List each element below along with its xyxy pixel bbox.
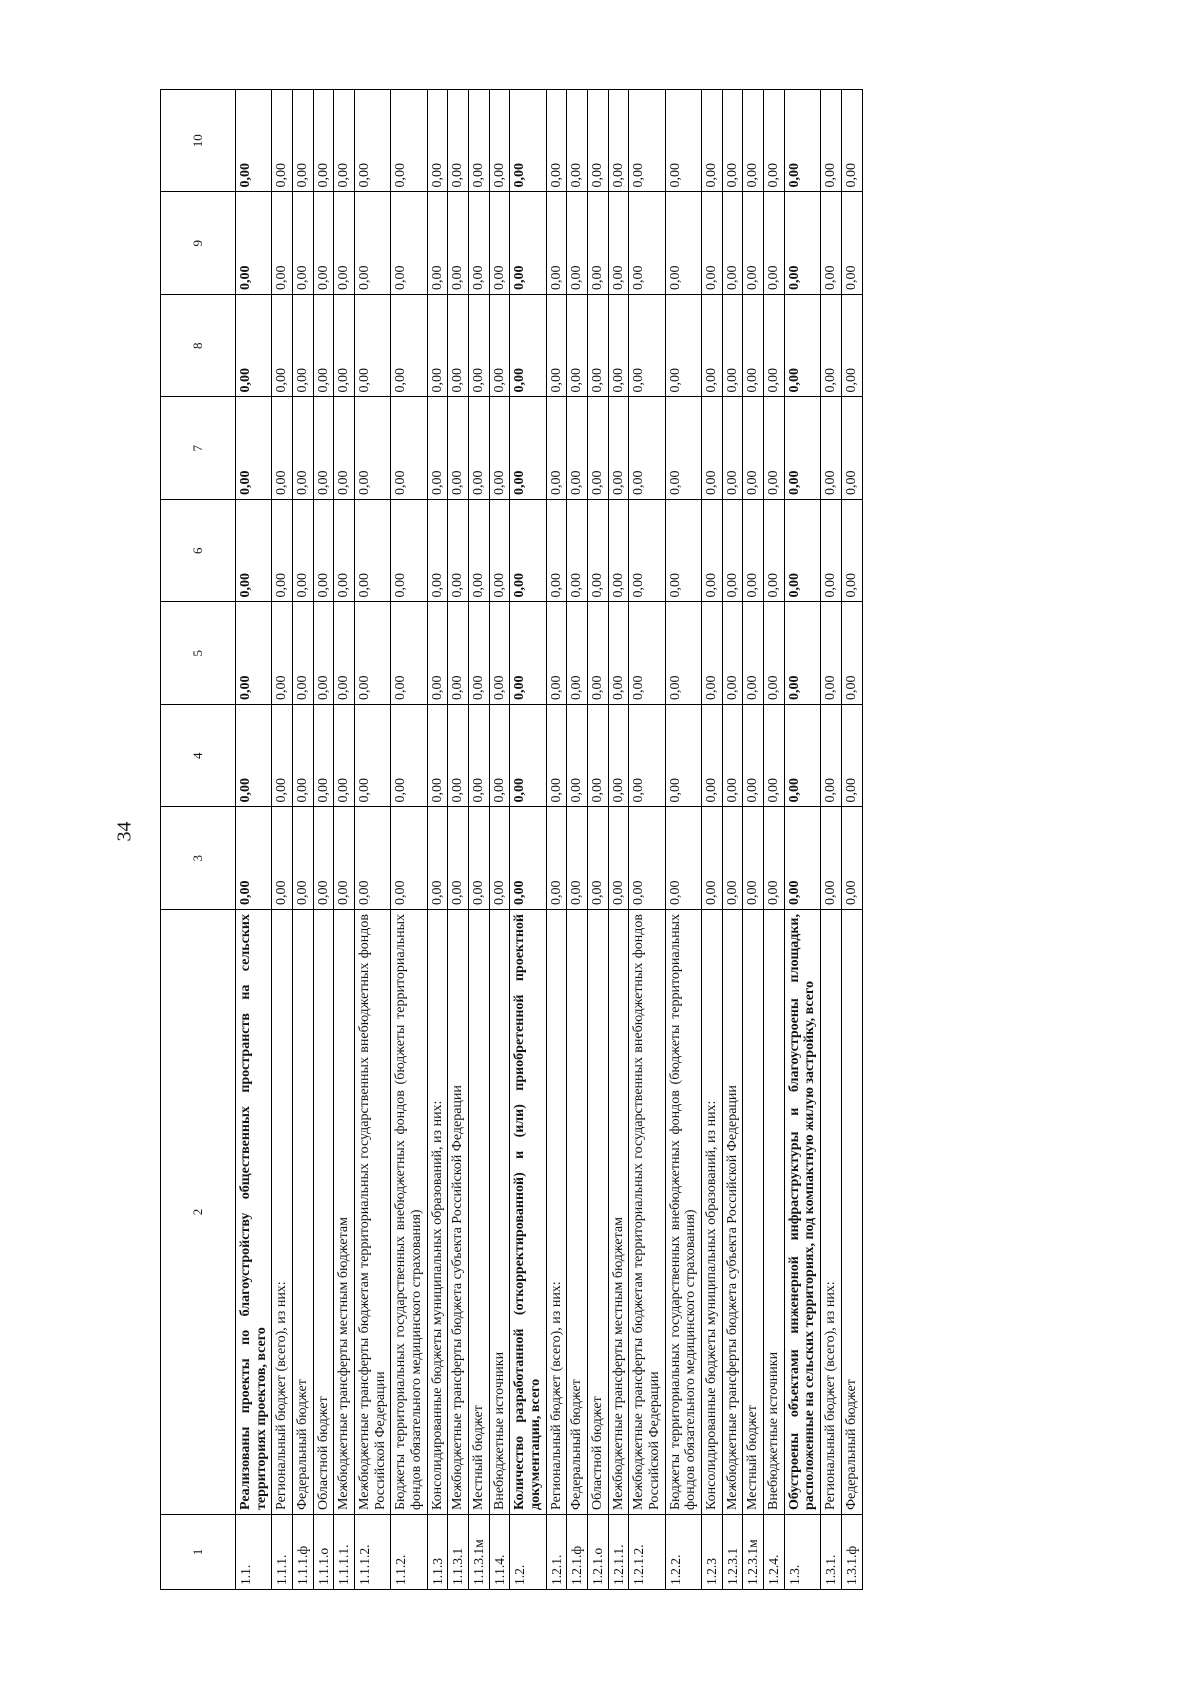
row-value: 0,00 (764, 192, 785, 295)
row-value: 0,00 (608, 705, 629, 808)
row-value: 0,00 (313, 602, 334, 705)
row-value: 0,00 (588, 397, 609, 500)
row-value: 0,00 (784, 705, 820, 808)
row-value: 0,00 (313, 192, 334, 295)
row-value: 0,00 (764, 807, 785, 910)
row-description: Местный бюджет (469, 910, 490, 1515)
row-value: 0,00 (702, 90, 723, 193)
row-value: 0,00 (629, 500, 665, 603)
row-value: 0,00 (764, 90, 785, 193)
row-value: 0,00 (313, 90, 334, 193)
row-value: 0,00 (469, 192, 490, 295)
row-value: 0,00 (821, 500, 842, 603)
row-value: 0,00 (588, 192, 609, 295)
row-value: 0,00 (629, 192, 665, 295)
row-value: 0,00 (821, 90, 842, 193)
table-row (272, 90, 293, 1590)
row-value: 0,00 (448, 295, 469, 398)
row-code: 1.2.1.о (588, 1515, 609, 1590)
row-value: 0,00 (355, 807, 391, 910)
row-value: 0,00 (665, 397, 701, 500)
row-value: 0,00 (722, 192, 743, 295)
row-code: 1.2.1.2. (629, 1515, 665, 1590)
table-row (391, 90, 427, 1590)
row-value: 0,00 (272, 807, 293, 910)
column-header: 10 (161, 90, 236, 193)
row-value: 0,00 (469, 90, 490, 193)
row-code: 1.3.1.ф (841, 1515, 862, 1590)
row-description: Межбюджетные трансферты бюджета субъекта Российской Федерации (448, 910, 469, 1515)
row-value: 0,00 (293, 705, 314, 808)
row-value: 0,00 (272, 500, 293, 603)
row-value: 0,00 (236, 500, 272, 603)
row-value: 0,00 (546, 705, 567, 808)
row-value: 0,00 (334, 397, 355, 500)
row-value: 0,00 (293, 602, 314, 705)
row-value: 0,00 (469, 295, 490, 398)
row-description: Областной бюджет (313, 910, 334, 1515)
row-value: 0,00 (489, 705, 510, 808)
row-value: 0,00 (448, 602, 469, 705)
row-description: Местный бюджет (743, 910, 764, 1515)
row-value: 0,00 (567, 602, 588, 705)
row-value: 0,00 (821, 295, 842, 398)
row-value: 0,00 (448, 500, 469, 603)
table-row (293, 90, 314, 1590)
row-value: 0,00 (764, 602, 785, 705)
row-code: 1.1.1.1. (334, 1515, 355, 1590)
row-description: Бюджеты территориальных государственных внебюджетных фондов (бюджеты территориальных фондов обязательного медицинского страхования) (391, 910, 427, 1515)
row-description: Реализованы проекты по благоустройству общественных пространств на сельских территориях проектов, всего (236, 910, 272, 1515)
row-value: 0,00 (510, 500, 546, 603)
row-value: 0,00 (355, 500, 391, 603)
row-value: 0,00 (722, 90, 743, 193)
row-description: Федеральный бюджет (841, 910, 862, 1515)
row-value: 0,00 (313, 295, 334, 398)
row-value: 0,00 (841, 192, 862, 295)
row-value: 0,00 (608, 192, 629, 295)
row-value: 0,00 (722, 397, 743, 500)
row-value: 0,00 (702, 397, 723, 500)
row-value: 0,00 (764, 397, 785, 500)
row-code: 1.1.1.2. (355, 1515, 391, 1590)
column-header: 9 (161, 192, 236, 295)
row-value: 0,00 (391, 90, 427, 193)
row-value: 0,00 (355, 397, 391, 500)
row-value: 0,00 (469, 807, 490, 910)
row-value: 0,00 (313, 397, 334, 500)
table-row (821, 90, 842, 1590)
row-value: 0,00 (293, 90, 314, 193)
row-value: 0,00 (391, 397, 427, 500)
table-row (841, 90, 862, 1590)
row-value: 0,00 (236, 807, 272, 910)
row-code: 1.1.3.1м (469, 1515, 490, 1590)
row-value: 0,00 (510, 705, 546, 808)
row-description: Внебюджетные источники (489, 910, 510, 1515)
row-code: 1.2.2. (665, 1515, 701, 1590)
row-code: 1.2.1. (546, 1515, 567, 1590)
row-value: 0,00 (355, 192, 391, 295)
row-value: 0,00 (313, 500, 334, 603)
row-value: 0,00 (427, 500, 448, 603)
row-description: Региональный бюджет (всего), из них: (821, 910, 842, 1515)
row-value: 0,00 (821, 807, 842, 910)
row-code: 1.2.3.1 (722, 1515, 743, 1590)
row-value: 0,00 (236, 602, 272, 705)
row-value: 0,00 (469, 500, 490, 603)
row-value: 0,00 (546, 192, 567, 295)
row-description: Межбюджетные трансферты местным бюджетам (334, 910, 355, 1515)
row-value: 0,00 (469, 705, 490, 808)
row-value: 0,00 (355, 295, 391, 398)
row-description: Региональный бюджет (всего), из них: (546, 910, 567, 1515)
row-value: 0,00 (608, 90, 629, 193)
row-description: Федеральный бюджет (567, 910, 588, 1515)
row-code: 1.1.1.о (313, 1515, 334, 1590)
table-row (608, 90, 629, 1590)
row-value: 0,00 (841, 500, 862, 603)
row-value: 0,00 (546, 90, 567, 193)
row-value: 0,00 (355, 90, 391, 193)
row-code: 1.2.3.1м (743, 1515, 764, 1590)
row-value: 0,00 (510, 397, 546, 500)
row-value: 0,00 (784, 807, 820, 910)
row-value: 0,00 (567, 705, 588, 808)
row-value: 0,00 (546, 500, 567, 603)
row-value: 0,00 (629, 705, 665, 808)
row-description: Межбюджетные трансферты местным бюджетам (608, 910, 629, 1515)
row-value: 0,00 (784, 500, 820, 603)
row-value: 0,00 (293, 807, 314, 910)
row-value: 0,00 (427, 192, 448, 295)
row-value: 0,00 (784, 602, 820, 705)
row-value: 0,00 (293, 192, 314, 295)
row-value: 0,00 (236, 192, 272, 295)
row-value: 0,00 (334, 295, 355, 398)
table-row (510, 90, 546, 1590)
row-value: 0,00 (784, 192, 820, 295)
column-header: 4 (161, 705, 236, 808)
row-value: 0,00 (510, 807, 546, 910)
row-description: Консолидированные бюджеты муниципальных образований, из них: (427, 910, 448, 1515)
row-value: 0,00 (313, 705, 334, 808)
row-value: 0,00 (272, 192, 293, 295)
row-value: 0,00 (743, 602, 764, 705)
row-value: 0,00 (841, 602, 862, 705)
row-value: 0,00 (821, 397, 842, 500)
row-value: 0,00 (608, 500, 629, 603)
row-value: 0,00 (702, 295, 723, 398)
rotated-table-container (160, 90, 1080, 1590)
row-value: 0,00 (448, 807, 469, 910)
row-value: 0,00 (334, 192, 355, 295)
row-value: 0,00 (629, 807, 665, 910)
row-value: 0,00 (236, 397, 272, 500)
row-value: 0,00 (510, 295, 546, 398)
row-description: Межбюджетные трансферты бюджета субъекта Российской Федерации (722, 910, 743, 1515)
row-value: 0,00 (567, 397, 588, 500)
row-value: 0,00 (821, 192, 842, 295)
column-header: 5 (161, 602, 236, 705)
table-row (784, 90, 820, 1590)
row-value: 0,00 (272, 295, 293, 398)
row-description: Обустроены объектами инженерной инфраструктуры и благоустроены площадки, расположенные на сельских территориях, под компактную жилую застройку, всего (784, 910, 820, 1515)
row-value: 0,00 (665, 500, 701, 603)
row-value: 0,00 (448, 192, 469, 295)
row-value: 0,00 (355, 602, 391, 705)
row-value: 0,00 (588, 90, 609, 193)
table-row (355, 90, 391, 1590)
row-description: Бюджеты территориальных государственных внебюджетных фондов (бюджеты территориальных фондов обязательного медицинского страхования) (665, 910, 701, 1515)
row-description: Межбюджетные трансферты бюджетам территориальных государственных внебюджетных фондов Российской Федерации (629, 910, 665, 1515)
column-header: 6 (161, 500, 236, 603)
table-row (567, 90, 588, 1590)
row-value: 0,00 (546, 602, 567, 705)
row-value: 0,00 (743, 397, 764, 500)
row-value: 0,00 (391, 192, 427, 295)
row-value: 0,00 (427, 602, 448, 705)
row-value: 0,00 (841, 397, 862, 500)
row-value: 0,00 (489, 602, 510, 705)
row-value: 0,00 (702, 602, 723, 705)
row-value: 0,00 (629, 295, 665, 398)
table-row (427, 90, 448, 1590)
row-value: 0,00 (448, 705, 469, 808)
row-value: 0,00 (427, 90, 448, 193)
row-value: 0,00 (722, 295, 743, 398)
row-description: Областной бюджет (588, 910, 609, 1515)
row-code: 1.2. (510, 1515, 546, 1590)
row-value: 0,00 (567, 807, 588, 910)
row-value: 0,00 (665, 705, 701, 808)
row-value: 0,00 (293, 397, 314, 500)
table-row (469, 90, 490, 1590)
row-value: 0,00 (608, 602, 629, 705)
row-code: 1.1.1. (272, 1515, 293, 1590)
row-value: 0,00 (427, 807, 448, 910)
row-value: 0,00 (784, 397, 820, 500)
row-value: 0,00 (427, 705, 448, 808)
table-row (722, 90, 743, 1590)
row-value: 0,00 (427, 295, 448, 398)
row-value: 0,00 (743, 90, 764, 193)
row-value: 0,00 (588, 602, 609, 705)
row-value: 0,00 (391, 295, 427, 398)
row-value: 0,00 (272, 397, 293, 500)
row-value: 0,00 (489, 295, 510, 398)
row-value: 0,00 (665, 807, 701, 910)
row-value: 0,00 (427, 397, 448, 500)
row-value: 0,00 (272, 705, 293, 808)
row-value: 0,00 (665, 295, 701, 398)
row-value: 0,00 (743, 295, 764, 398)
row-description: Консолидированные бюджеты муниципальных образований, из них: (702, 910, 723, 1515)
table-row (489, 90, 510, 1590)
row-value: 0,00 (629, 602, 665, 705)
row-value: 0,00 (334, 90, 355, 193)
row-value: 0,00 (448, 397, 469, 500)
row-description: Межбюджетные трансферты бюджетам территориальных государственных внебюджетных фондов Российской Федерации (355, 910, 391, 1515)
row-description: Региональный бюджет (всего), из них: (272, 910, 293, 1515)
row-value: 0,00 (510, 192, 546, 295)
row-code: 1.2.4. (764, 1515, 785, 1590)
row-value: 0,00 (236, 705, 272, 808)
row-value: 0,00 (629, 397, 665, 500)
row-code: 1.3.1. (821, 1515, 842, 1590)
row-code: 1.1.3 (427, 1515, 448, 1590)
row-value: 0,00 (567, 192, 588, 295)
row-code: 1.2.1.1. (608, 1515, 629, 1590)
budget-table (160, 89, 863, 1590)
row-value: 0,00 (821, 602, 842, 705)
row-value: 0,00 (702, 807, 723, 910)
column-number-row (161, 90, 236, 1590)
column-header: 8 (161, 295, 236, 398)
table-row (546, 90, 567, 1590)
table-row (629, 90, 665, 1590)
column-header: 1 (161, 1515, 236, 1590)
table-row (588, 90, 609, 1590)
row-value: 0,00 (334, 807, 355, 910)
row-code: 1.1.4. (489, 1515, 510, 1590)
row-value: 0,00 (784, 295, 820, 398)
table-body (236, 90, 863, 1590)
row-value: 0,00 (665, 602, 701, 705)
row-value: 0,00 (391, 500, 427, 603)
row-value: 0,00 (743, 192, 764, 295)
row-value: 0,00 (702, 192, 723, 295)
row-value: 0,00 (567, 500, 588, 603)
row-value: 0,00 (608, 397, 629, 500)
row-value: 0,00 (469, 397, 490, 500)
row-value: 0,00 (355, 705, 391, 808)
row-value: 0,00 (489, 90, 510, 193)
column-header: 7 (161, 397, 236, 500)
row-value: 0,00 (841, 90, 862, 193)
row-value: 0,00 (743, 705, 764, 808)
row-value: 0,00 (236, 295, 272, 398)
table-row (313, 90, 334, 1590)
row-value: 0,00 (489, 807, 510, 910)
row-value: 0,00 (391, 807, 427, 910)
row-value: 0,00 (546, 807, 567, 910)
row-value: 0,00 (764, 295, 785, 398)
row-value: 0,00 (743, 807, 764, 910)
row-code: 1.1.2. (391, 1515, 427, 1590)
row-value: 0,00 (334, 705, 355, 808)
row-value: 0,00 (272, 90, 293, 193)
row-value: 0,00 (567, 90, 588, 193)
row-code: 1.1. (236, 1515, 272, 1590)
table-row (448, 90, 469, 1590)
row-value: 0,00 (784, 90, 820, 193)
row-code: 1.1.1.ф (293, 1515, 314, 1590)
row-value: 0,00 (665, 90, 701, 193)
row-value: 0,00 (567, 295, 588, 398)
row-description: Федеральный бюджет (293, 910, 314, 1515)
page-number: 34 (113, 821, 136, 842)
row-value: 0,00 (608, 295, 629, 398)
row-value: 0,00 (722, 807, 743, 910)
row-value: 0,00 (236, 90, 272, 193)
row-value: 0,00 (629, 90, 665, 193)
table-row (334, 90, 355, 1590)
row-value: 0,00 (391, 602, 427, 705)
row-value: 0,00 (841, 807, 862, 910)
table-row (665, 90, 701, 1590)
row-value: 0,00 (313, 807, 334, 910)
row-value: 0,00 (272, 602, 293, 705)
row-value: 0,00 (546, 397, 567, 500)
row-code: 1.2.3 (702, 1515, 723, 1590)
row-value: 0,00 (510, 90, 546, 193)
row-value: 0,00 (841, 295, 862, 398)
row-value: 0,00 (588, 807, 609, 910)
row-value: 0,00 (448, 90, 469, 193)
row-value: 0,00 (743, 500, 764, 603)
row-value: 0,00 (469, 602, 490, 705)
table-row (743, 90, 764, 1590)
row-value: 0,00 (608, 807, 629, 910)
row-value: 0,00 (764, 705, 785, 808)
row-value: 0,00 (841, 705, 862, 808)
row-value: 0,00 (489, 397, 510, 500)
row-value: 0,00 (489, 192, 510, 295)
row-value: 0,00 (588, 500, 609, 603)
row-description: Внебюджетные источники (764, 910, 785, 1515)
row-value: 0,00 (722, 602, 743, 705)
row-code: 1.3. (784, 1515, 820, 1590)
row-value: 0,00 (391, 705, 427, 808)
row-value: 0,00 (702, 705, 723, 808)
row-code: 1.2.1.ф (567, 1515, 588, 1590)
row-code: 1.1.3.1 (448, 1515, 469, 1590)
table-row (764, 90, 785, 1590)
row-value: 0,00 (489, 500, 510, 603)
row-value: 0,00 (334, 602, 355, 705)
row-value: 0,00 (764, 500, 785, 603)
row-value: 0,00 (293, 500, 314, 603)
column-header: 2 (161, 910, 236, 1515)
row-value: 0,00 (510, 602, 546, 705)
row-value: 0,00 (722, 705, 743, 808)
table-row (236, 90, 272, 1590)
row-value: 0,00 (293, 295, 314, 398)
column-header: 3 (161, 807, 236, 910)
table-row (702, 90, 723, 1590)
row-value: 0,00 (588, 705, 609, 808)
row-value: 0,00 (702, 500, 723, 603)
row-value: 0,00 (821, 705, 842, 808)
row-value: 0,00 (722, 500, 743, 603)
row-value: 0,00 (665, 192, 701, 295)
row-value: 0,00 (588, 295, 609, 398)
row-value: 0,00 (334, 500, 355, 603)
row-value: 0,00 (546, 295, 567, 398)
row-description: Количество разработанной (откорректированной) и (или) приобретенной проектной документации, всего (510, 910, 546, 1515)
